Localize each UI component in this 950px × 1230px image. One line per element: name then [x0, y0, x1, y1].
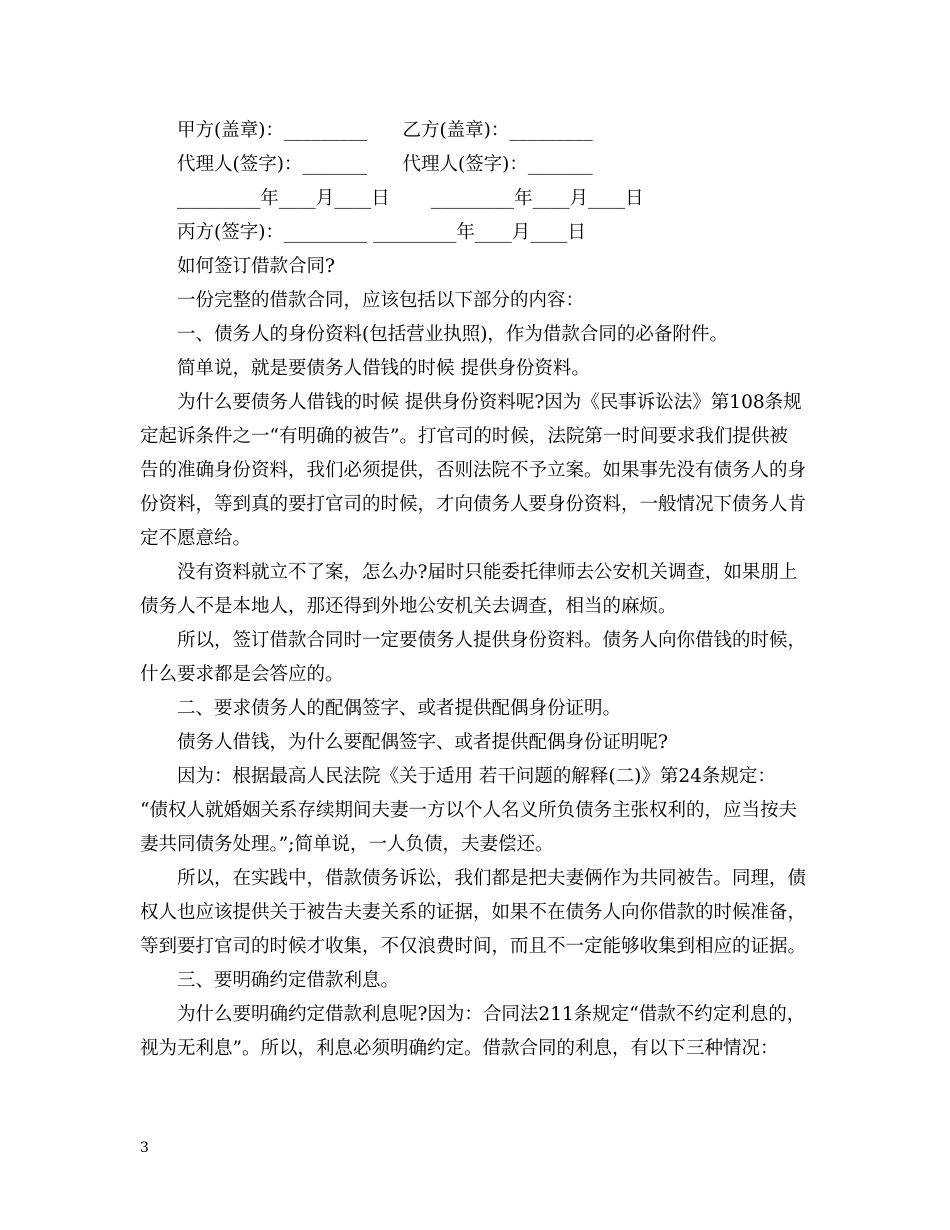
text-line: 妻共同债务处理。”;简单说，一人负债，夫妻偿还。: [140, 834, 554, 855]
signature-line-1: 甲方(盖章)：_________ 乙方(盖章)：_________: [177, 120, 593, 141]
text-line: 告的准确身份资料，我们必须提供，否则法院不予立案。如果事先没有债务人的身: [140, 460, 807, 481]
text-line: 什么要求都是会答应的。: [140, 664, 344, 685]
text-line: 一、债务人的身份资料(包括营业执照)，作为借款合同的必备附件。: [177, 324, 728, 345]
text-line: 三、要明确约定借款利息。: [177, 970, 400, 991]
text-line: 份资料，等到真的要打官司的时候，才向债务人要身份资料，一般情况下债务人肯: [140, 494, 807, 515]
text-line: 简单说，就是要债务人借钱的时候 提供身份资料。: [177, 358, 590, 379]
text-line: 二、要求债务人的配偶签字、或者提供配偶身份证明。: [177, 698, 622, 719]
text-line: 为什么要债务人借钱的时候 提供身份资料呢?因为《民事诉讼法》第108条规: [177, 392, 802, 413]
text-line: 所以，在实践中，借款债务诉讼，我们都是把夫妻俩作为共同被告。同理，债: [177, 868, 807, 889]
text-line: 所以，签订借款合同时一定要债务人提供身份资料。债务人向你借钱的时候，: [177, 630, 807, 651]
text-line: “债权人就婚姻关系存续期间夫妻一方以个人名义所负债务主张权利的，应当按夫: [140, 800, 797, 821]
text-line: 如何签订借款合同?: [177, 256, 335, 277]
text-line: 视为无利息”。所以，利息必须明确约定。借款合同的利息，有以下三种情况：: [140, 1038, 779, 1059]
text-line: 权人也应该提供关于被告夫妻关系的证据，如果不在债务人向你借款的时候准备，: [140, 902, 807, 923]
signature-line-2: 代理人(签字)：_______ 代理人(签字)：_______: [177, 154, 593, 175]
page-number: 3: [140, 1140, 149, 1156]
text-line: 没有资料就立不了案，怎么办?届时只能委托律师去公安机关调查，如果朋上: [177, 562, 798, 583]
text-line: 债务人借钱，为什么要配偶签字、或者提供配偶身份证明呢?: [177, 732, 668, 753]
text-line: 定不愿意给。: [140, 528, 252, 549]
text-line: 债务人不是本地人，那还得到外地公安机关去调查，相当的麻烦。: [140, 596, 677, 617]
signature-line-4: 丙方(签字)：_________ _________年____月____日: [177, 222, 586, 243]
text-line: 等到要打官司的时候才收集，不仅浪费时间，而且不一定能够收集到相应的证据。: [140, 936, 807, 957]
text-line: 一份完整的借款合同，应该包括以下部分的内容：: [177, 290, 585, 311]
text-line: 定起诉条件之一“有明确的被告”。打官司的时候，法院第一时间要求我们提供被: [140, 426, 788, 447]
signature-line-3: _________年____月____日 _________年____月____日: [177, 188, 644, 209]
text-line: 因为：根据最高人民法院《关于适用 若干问题的解释(二)》第24条规定：: [177, 766, 776, 787]
text-line: 为什么要明确约定借款利息呢?因为：合同法211条规定“借款不约定利息的，: [177, 1004, 806, 1025]
